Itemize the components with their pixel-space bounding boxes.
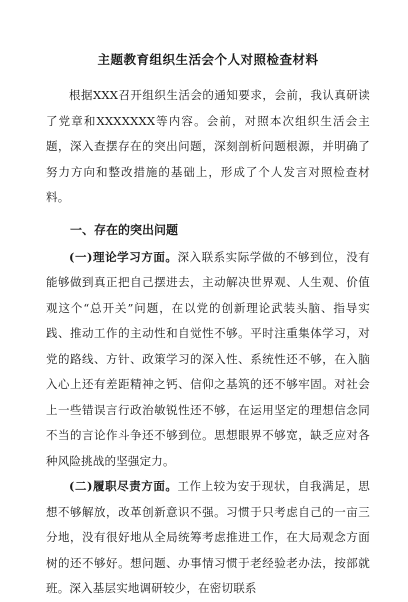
theory-study-text: 深入联系实际学做的不够到位，没有能够做到真正把自己摆进去，主动解决世界观、人生观、价值观这个“总开关”问题，在以党的创新理论武装头脑、指导实践、推动工作的主动性和自觉性不够。平时注重集体学习，对党的路线、方针、政策学习的深入性、系统性还不够，在入脑入心上还有差距精神之钙、信仰之基筑的还不够牢固。对社会上一些错误言行政治敏锐性还不够，在运用坚定的理想信念同不当的言论作斗争还不够到位。思想眼界不够宽，缺乏应对各种风险挑战的坚强定力。 <box>46 249 370 468</box>
section-heading-problems: 一、存在的突出问题 <box>70 222 179 237</box>
duty-label: (二)履职尽责方面。 <box>69 479 178 493</box>
document-title: 主题教育组织生活会个人对照检查材料 <box>97 52 319 67</box>
duty-paragraph <box>46 474 370 602</box>
theory-study-label: (一)理论学习方面。 <box>69 249 178 264</box>
duty-text: 工作上较为安于现状，自我满足，思想不够解放，改革创新意识不强。习惯于只考虑自己的一亩三分地，没有很好地从全局统筹考虑推进工作，在大局观念方面树的还不够好。想问题、办事情习惯于老经验老办法，按部就班。深入基层实地调研较少，在密切联系 <box>46 479 370 595</box>
theory-study-paragraph <box>46 245 370 475</box>
intro-paragraph: 根据XXX召开组织生活会的通知要求，会前，我认真研读了党章和XXXXXXX等内容。会前，对照本次组织生活会主题，深入查摆存在的突出问题，深刻剖析问题根源，并明确了努力方向和整改措施的基础上，形成了个人发言对照检查材料。 <box>46 88 370 204</box>
